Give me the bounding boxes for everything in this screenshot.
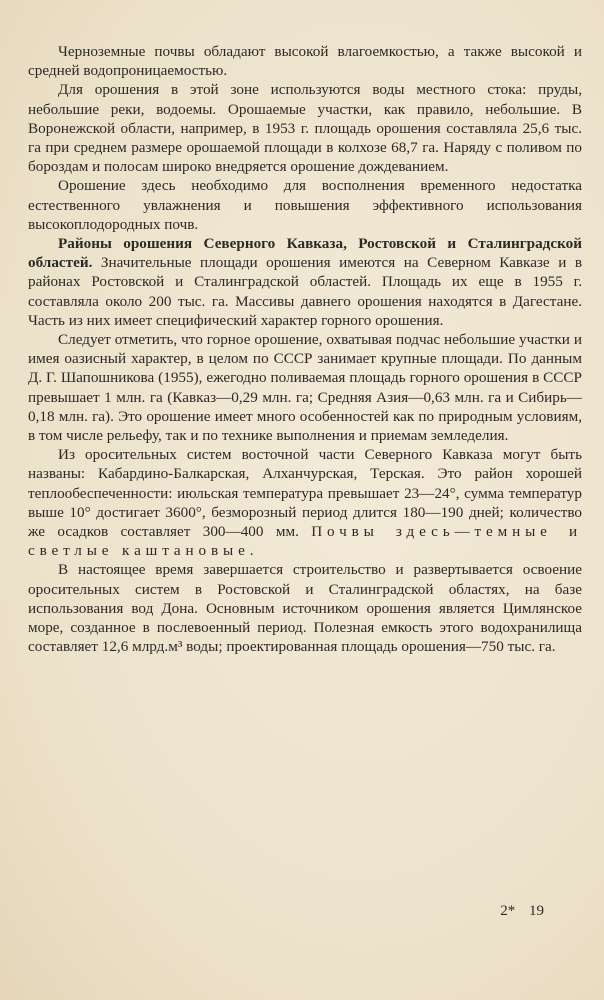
paragraph-1-text: Черноземные почвы обладают высокой влагоемкостью, а также высокой и средней водопроницаемостью. [28, 43, 582, 80]
page-number: 19 [529, 903, 544, 919]
section-heading: Районы орошения Северного Кавказа, Ростовской и Сталинградской областей. [28, 235, 582, 272]
body-text [28, 42, 582, 657]
paragraph-1 [28, 42, 582, 80]
page-footer [500, 903, 544, 920]
paragraph-4 [28, 234, 582, 330]
signature-mark: 2* [500, 903, 516, 919]
paragraph-7-text: В настоящее время завершается строительство и развертывается освоение оросительных систем в Ростовской и Сталинградской областях, на базе использования вод Дона. Основным источником орошения является Цимлянское море, созданное в послевоенный период. Полезная емкость этого водохранилища составляет 12,6 млрд.м³ воды; проектированная площадь орошения—750 тыс. га. [28, 561, 582, 656]
paragraph-2 [28, 80, 582, 176]
paragraph-6-text: Из оросительных систем восточной части Северного Кавказа могут быть названы: Кабардино-Балкарская, Алханчурская, Терская. Это район хорошей теплообеспеченности: июльская температура превышает 23—24°, сумма температур выше 10° достигает 3600°, безморозный период длится 180—190 дней; количество же осадков составляет 300—400 мм. [28, 446, 582, 541]
paragraph-6 [28, 445, 582, 560]
paragraph-5-text: Следует отметить, что горное орошение, охватывая подчас небольшие участки и имея оазисный характер, в целом по СССР занимает крупные площади. По данным Д. Г. Шапошникова (1955), ежегодно поливаемая площадь горного орошения в СССР превышает 1 млн. га (Кавказ—0,29 млн. га; Средняя Азия—0,63 млн. га и Сибирь—0,18 млн. га). Это орошение имеет много особенностей как по природным условиям, в том числе рельефу, так и по технике выполнения и приемам земледелия. [28, 331, 582, 445]
paragraph-6-tail: . [249, 542, 254, 560]
paragraph-7 [28, 560, 582, 656]
paragraph-4-text: Значительные площади орошения имеются на Северном Кавказе и в районах Ростовской и Сталинградской областей. Площадь их еще в 1955 г. составляла около 200 тыс. га. Массивы давнего орошения находятся в Дагестане. Часть из них имеет специфический характер горного орошения. [28, 254, 582, 329]
spaced-emphasis: Почвы здесь—темные и светлые каштановые [28, 523, 582, 560]
paragraph-3-text: Орошение здесь необходимо для восполнения временного недостатка естественного увлажнения и повышения эффективного использования высокоплодородных почв. [28, 177, 582, 233]
paragraph-5 [28, 330, 582, 445]
paragraph-2-text: Для орошения в этой зоне используются воды местного стока: пруды, небольшие реки, водоемы. Орошаемые участки, как правило, небольшие. В Воронежской области, например, в 1953 г. площадь орошения составляла 25,6 тыс. га при среднем размере орошаемой площади в колхозе 68,7 га. Наряду с поливом по бороздам и полосам широко внедряется орошение дождеванием. [28, 81, 582, 176]
paragraph-3 [28, 176, 582, 234]
